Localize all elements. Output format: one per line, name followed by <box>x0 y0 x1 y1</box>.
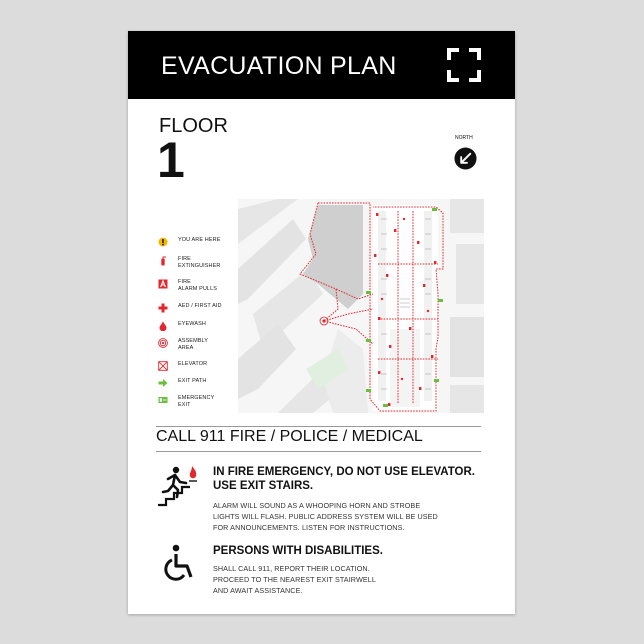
legend-item <box>158 395 238 409</box>
legend-label: FIRE <box>178 256 191 262</box>
fire-notice-line: ALARM WILL SOUND AS A WHOOPING HORN AND STROBE <box>213 501 421 510</box>
assembly-area-icon <box>158 338 168 348</box>
legend-item <box>158 303 238 313</box>
emergency-call-line: CALL 911 FIRE / POLICE / MEDICAL <box>156 428 423 445</box>
legend-label: EXTINGUISHER <box>178 263 221 269</box>
floor-map <box>238 199 484 413</box>
floor-number: 1 <box>157 132 185 188</box>
divider <box>156 451 481 452</box>
disability-notice-line: SHALL CALL 911, REPORT THEIR LOCATION. <box>213 564 370 573</box>
legend-label: EYEWASH <box>178 321 207 327</box>
legend-item <box>158 321 238 331</box>
you-are-here-icon <box>158 237 168 247</box>
fire-notice-line: LIGHTS WILL FLASH. PUBLIC ADDRESS SYSTEM WILL BE USED <box>213 512 438 521</box>
fire-notice-line: FOR ANNOUNCEMENTS. LISTEN FOR INSTRUCTIONS. <box>213 523 405 532</box>
legend-label: EXIT <box>178 402 191 408</box>
north-label: NORTH <box>455 135 473 141</box>
legend-item <box>158 237 238 247</box>
divider <box>156 426 481 427</box>
floor-label: FLOOR <box>159 115 228 137</box>
legend-item <box>158 279 238 293</box>
disability-notice-line: PROCEED TO THE NEAREST EXIT STAIRWELL <box>213 575 376 584</box>
legend-label: AREA <box>178 345 194 351</box>
first-aid-icon <box>158 303 168 313</box>
legend-label: EXIT PATH <box>178 378 207 384</box>
legend-label: AED / FIRST AID <box>178 303 222 309</box>
legend-label: ELEVATOR <box>178 361 208 367</box>
exit-stairs-icon <box>156 465 200 509</box>
header-bar <box>128 31 515 99</box>
north-arrow-icon <box>454 147 477 170</box>
legend-label: ASSEMBLY <box>178 338 209 344</box>
evacuation-poster <box>128 31 515 614</box>
legend-item <box>158 256 238 270</box>
elevator-icon <box>158 361 168 371</box>
legend-item <box>158 338 238 352</box>
emergency-exit-icon <box>158 395 168 405</box>
disability-notice-title: PERSONS WITH DISABILITIES. <box>213 545 383 557</box>
corner-brackets-logo-icon <box>446 47 482 83</box>
eyewash-icon <box>158 321 168 331</box>
fire-notice-body <box>213 500 488 533</box>
legend-label: EMERGENCY <box>178 395 215 401</box>
legend-label: YOU ARE HERE <box>178 237 221 243</box>
page-title: EVACUATION PLAN <box>161 52 397 80</box>
disability-notice-line: AND AWAIT ASSISTANCE. <box>213 586 303 595</box>
legend-item <box>158 378 238 388</box>
legend-item <box>158 361 238 371</box>
disability-notice-body <box>213 563 488 596</box>
wheelchair-icon <box>160 544 196 584</box>
legend-label: FIRE <box>178 279 191 285</box>
exit-path-icon <box>158 378 168 388</box>
fire-alarm-icon <box>158 279 168 289</box>
fire-notice-title: IN FIRE EMERGENCY, DO NOT USE ELEVATOR. USE EXIT STAIRS. <box>213 466 475 492</box>
fire-extinguisher-icon <box>158 256 168 266</box>
legend-label: ALARM PULLS <box>178 286 218 292</box>
